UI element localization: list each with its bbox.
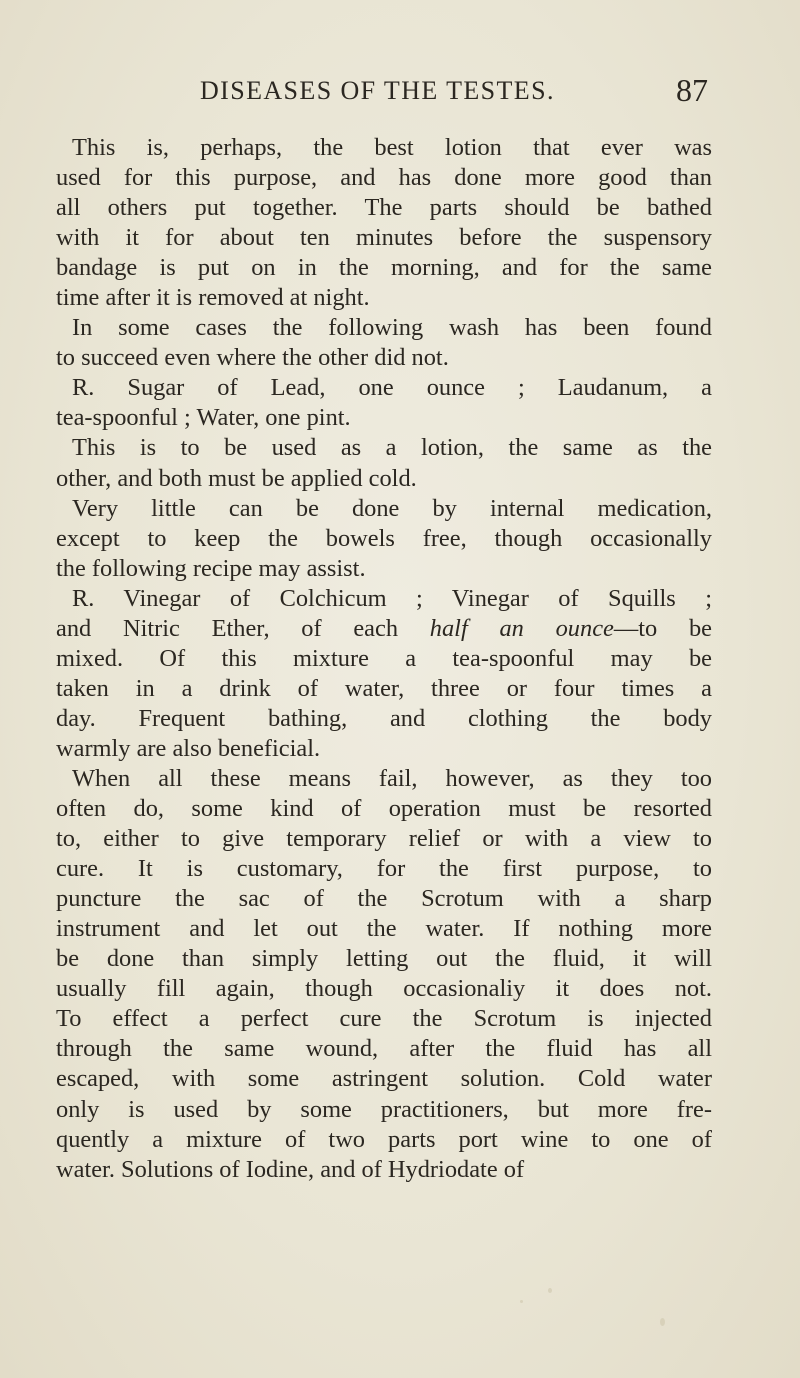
text-line: This is to be used as a lotion, the same as the (72, 434, 712, 462)
text-line: day. Frequent bathing, and clothing the body (56, 704, 712, 732)
body-text (56, 133, 712, 1185)
text-line: be done than simply letting out the fluid, it will (56, 945, 712, 973)
text-line: Very little can be done by internal medication, (72, 494, 712, 522)
text-line: often do, some kind of operation must be resorted (56, 795, 712, 823)
page-number: 87 (676, 72, 708, 108)
text-line: to, either to give temporary relief or with a view to (56, 825, 712, 853)
text-line: R. Sugar of Lead, one ounce ; Laudanum, a (72, 374, 712, 402)
text-line: used for this purpose, and has done more good than (56, 164, 712, 192)
text-line: instrument and let out the water. If nothing more (56, 915, 712, 943)
text-line: except to keep the bowels free, though occasionally (56, 524, 712, 552)
text-line: taken in a drink of water, three or four times a (56, 674, 712, 702)
paper-speck (520, 1300, 523, 1303)
text-line: To effect a perfect cure the Scrotum is injected (56, 1005, 712, 1033)
text-line: warmly are also beneficial. (56, 734, 321, 762)
paper-speck (660, 1318, 665, 1326)
text-line: quently a mixture of two parts port wine to one of (56, 1125, 712, 1153)
text-line: tea-spoonful ; Water, one pint. (56, 404, 351, 432)
text-line: In some cases the following wash has been found (72, 314, 712, 342)
text-line: time after it is removed at night. (56, 284, 370, 312)
paper-speck (548, 1288, 552, 1293)
text-line: escaped, with some astringent solution. Cold water (56, 1065, 712, 1093)
text-line: usually fill again, though occasionaliy it does not. (56, 975, 712, 1003)
text-fragment: —to be (613, 614, 712, 642)
text-line-mixed (56, 614, 712, 644)
text-line: mixed. Of this mixture a tea-spoonful may be (56, 644, 712, 672)
italic-fragment: half an ounce (429, 614, 614, 642)
text-fragment: and Nitric Ether, of each (56, 614, 399, 642)
text-line: When all these means fail, however, as they too (72, 764, 712, 792)
text-line: to succeed even where the other did not. (56, 344, 449, 372)
text-line: through the same wound, after the fluid has all (56, 1035, 712, 1063)
text-line: the following recipe may assist. (56, 554, 366, 582)
running-head: DISEASES OF THE TESTES. (200, 76, 555, 105)
text-line: cure. It is customary, for the first purpose, to (56, 855, 712, 883)
text-line: with it for about ten minutes before the suspensory (56, 224, 712, 252)
text-line: water. Solutions of Iodine, and of Hydriodate of (56, 1155, 525, 1183)
text-line: bandage is put on in the morning, and for the same (56, 254, 712, 282)
text-line: puncture the sac of the Scrotum with a sharp (56, 885, 712, 913)
text-line: only is used by some practitioners, but more fre- (56, 1095, 712, 1123)
text-line: This is, perhaps, the best lotion that ever was (72, 134, 712, 161)
text-line: other, and both must be applied cold. (56, 464, 417, 492)
text-line: R. Vinegar of Colchicum ; Vinegar of Squills ; (72, 584, 712, 612)
page-header (200, 72, 708, 116)
text-line: all others put together. The parts should be bathed (56, 194, 712, 222)
